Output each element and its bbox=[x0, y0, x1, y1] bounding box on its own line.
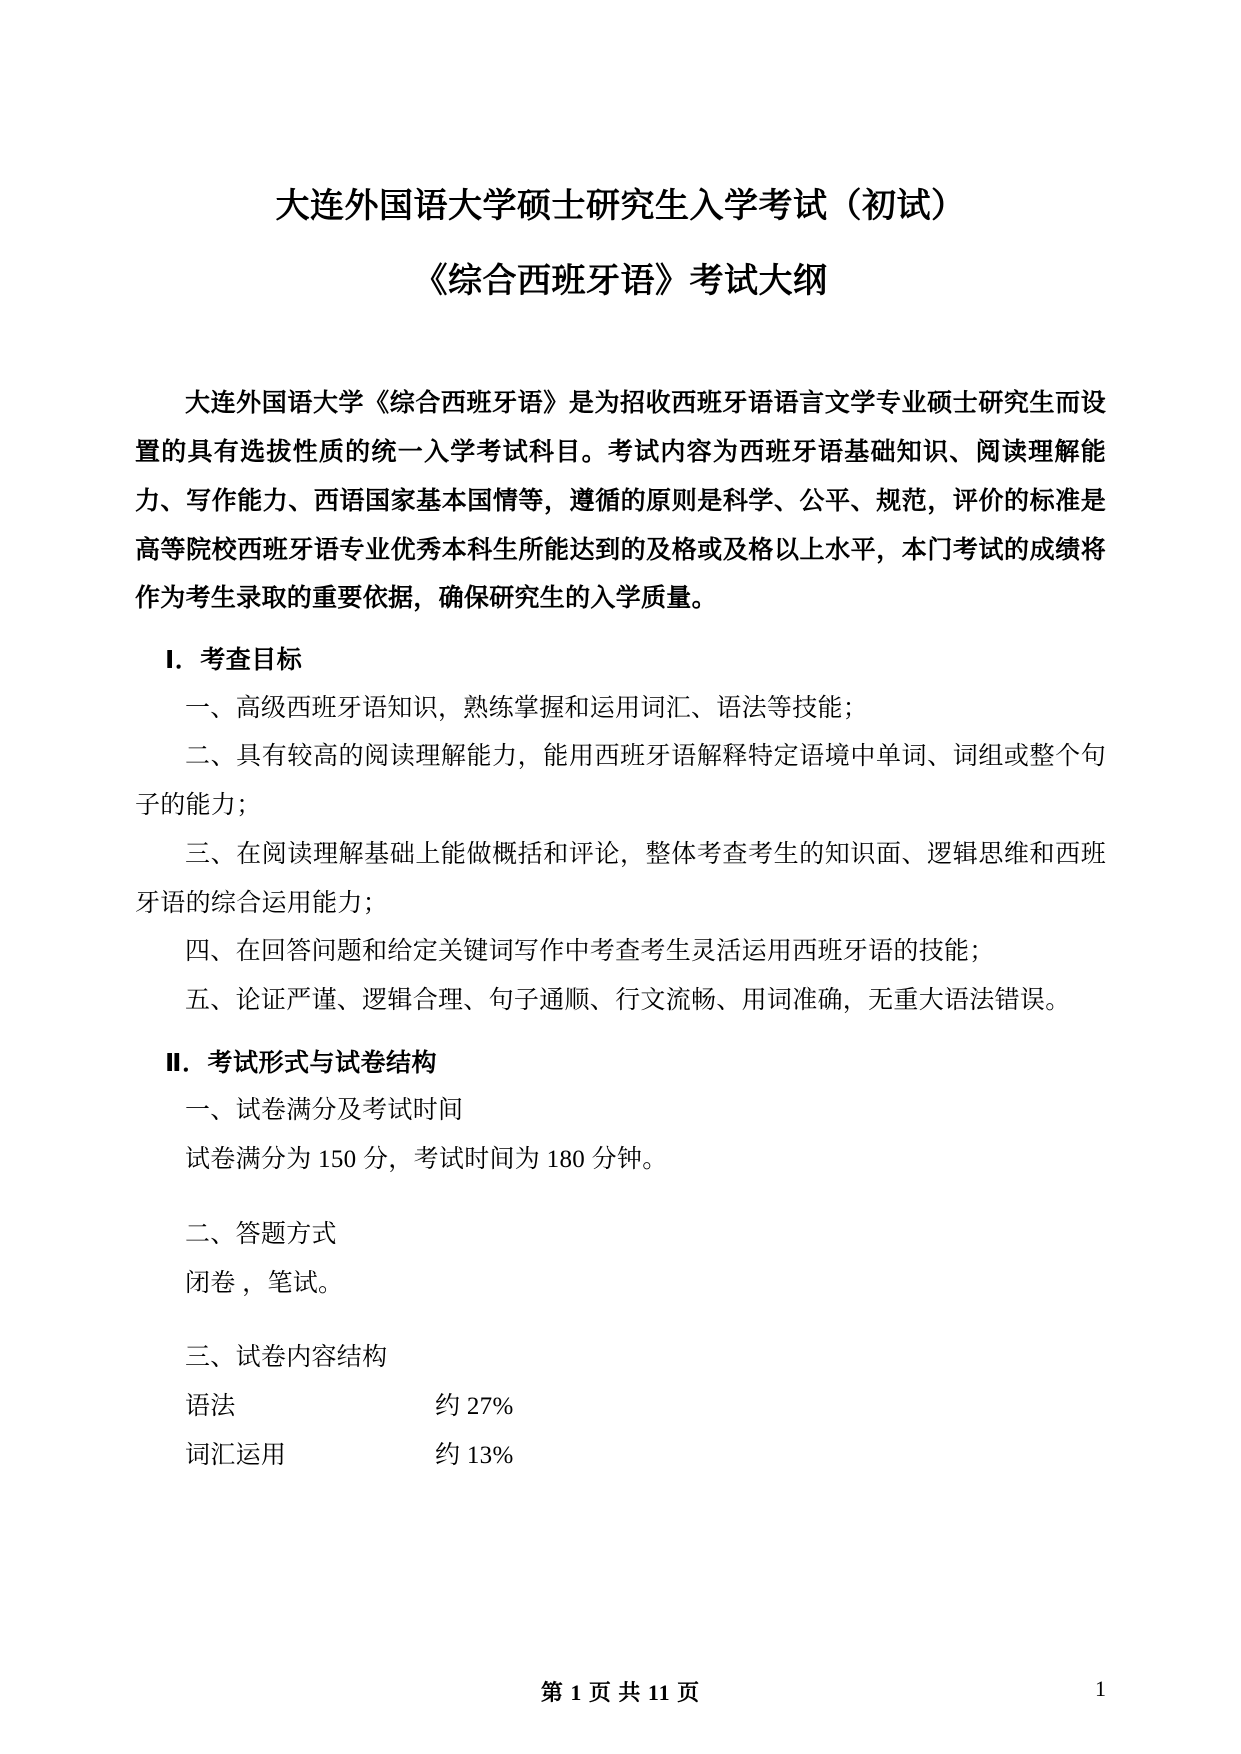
section-1-item-2: 二、具有较高的阅读理解能力，能用西班牙语解释特定语境中单词、词组或整个句子的能力； bbox=[135, 743, 1106, 820]
content-structure-label: 语法 bbox=[185, 1393, 236, 1421]
content-structure-value: 约 13% bbox=[435, 1441, 514, 1469]
content-structure-value: 约 27% bbox=[435, 1393, 514, 1421]
section-2-sub-1-text: 试卷满分为 150 分，考试时间为 180 分钟。 bbox=[185, 1146, 668, 1174]
section-2-heading: Ⅱ．考试形式与试卷结构 bbox=[165, 1048, 437, 1077]
section-1-item-1: 一、高级西班牙语知识，熟练掌握和运用词汇、语法等技能； bbox=[185, 694, 869, 722]
content-structure-row bbox=[135, 1383, 1106, 1432]
section-2-sub-2-title: 二、答题方式 bbox=[185, 1220, 337, 1248]
section-2-sub-1-title: 一、试卷满分及考试时间 bbox=[185, 1097, 464, 1125]
title-line-2: 《综合西班牙语》考试大纲 bbox=[413, 261, 828, 300]
title-line-1: 大连外国语大学硕士研究生入学考试（初试） bbox=[275, 187, 966, 225]
page-title bbox=[135, 180, 1106, 307]
section-1-item-5: 五、论证严谨、逻辑合理、句子通顺、行文流畅、用词准确，无重大语法错误。 bbox=[185, 987, 1071, 1015]
footer-page-indicator: 第 1 页 共 11 页 bbox=[540, 1680, 701, 1705]
content-structure-row bbox=[135, 1432, 1106, 1481]
footer-page-number: 1 bbox=[1095, 1676, 1106, 1701]
section-2-sub-3-title: 三、试卷内容结构 bbox=[185, 1344, 388, 1372]
intro-paragraph: 大连外国语大学《综合西班牙语》是为招收西班牙语语言文学专业硕士研究生而设置的具有选拔性质的统一入学考试科目。考试内容为西班牙语基础知识、阅读理解能力、写作能力、西语国家基本国情等，遵循的原则是科学、公平、规范，评价的标准是高等院校西班牙语专业优秀本科生所能达到的及格或及格以上水平，本门考试的成绩将作为考生录取的重要依据，确保研究生的入学质量。 bbox=[135, 389, 1106, 613]
content-structure-label: 词汇运用 bbox=[185, 1441, 287, 1469]
section-1-item-4: 四、在回答问题和给定关键词写作中考查考生灵活运用西班牙语的技能； bbox=[185, 938, 995, 966]
spacer-1 bbox=[135, 1185, 1106, 1211]
section-1-heading: Ⅰ．考查目标 bbox=[165, 646, 303, 675]
spacer-2 bbox=[135, 1308, 1106, 1334]
section-1-item-3: 三、在阅读理解基础上能做概括和评论，整体考查考生的知识面、逻辑思维和西班牙语的综合运用能力； bbox=[135, 840, 1106, 917]
section-2-sub-2-text: 闭卷 ，笔试。 bbox=[185, 1269, 344, 1297]
